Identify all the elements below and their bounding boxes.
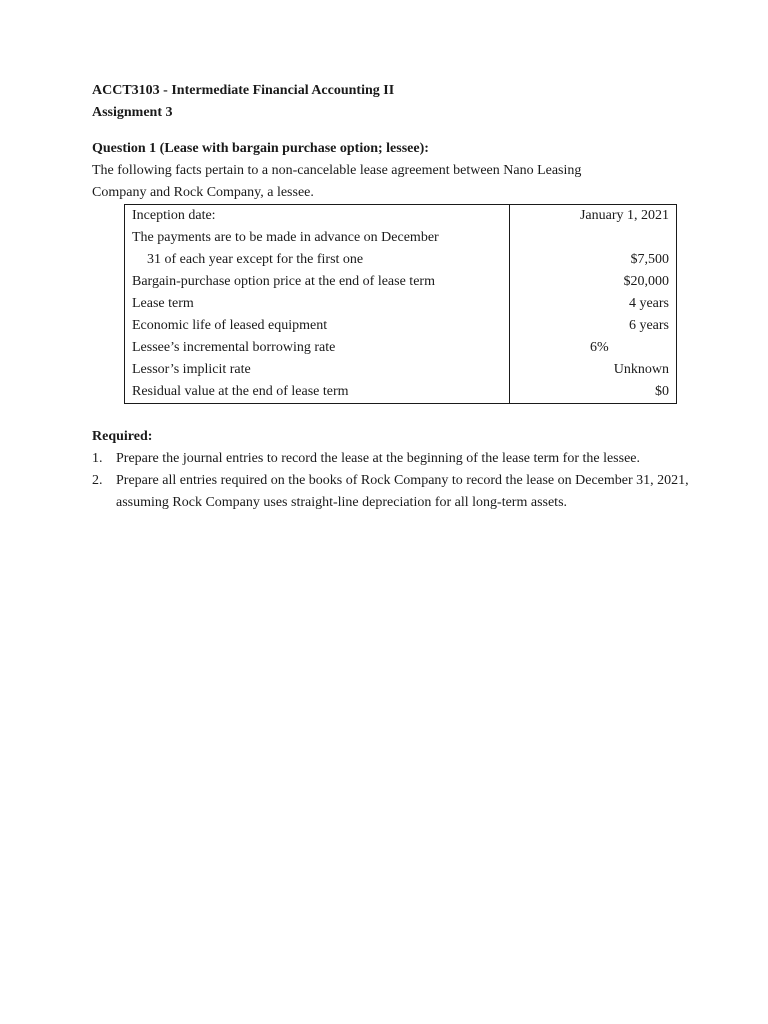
document-page — [92, 80, 702, 514]
assignment-title: Assignment 3 — [92, 105, 173, 120]
fact-label: Inception date: — [125, 205, 510, 228]
fact-label: Economic life of leased equipment — [125, 315, 510, 337]
fact-label: Residual value at the end of lease term — [125, 381, 510, 404]
table-row — [125, 227, 677, 249]
fact-value: 4 years — [510, 293, 677, 315]
fact-label: The payments are to be made in advance on December — [125, 227, 510, 249]
table-row — [125, 337, 677, 359]
fact-value: $0 — [510, 381, 677, 404]
list-item-text: Prepare the journal entries to record the lease at the beginning of the lease term for the lessee. — [116, 451, 641, 466]
table-row — [125, 381, 677, 404]
fact-value: Unknown — [510, 359, 677, 381]
list-item-text: Prepare all entries required on the books of Rock Company to record the lease on December 31, 2021, assuming Rock Company uses straight-line depreciation for all long-term assets. — [116, 473, 689, 510]
list-item — [92, 448, 702, 470]
question-intro-line2: Company and Rock Company, a lessee. — [92, 185, 314, 200]
fact-value: 6% — [510, 337, 677, 359]
fact-label: Bargain-purchase option price at the end of lease term — [125, 271, 510, 293]
question-title: Question 1 (Lease with bargain purchase option; lessee): — [92, 141, 429, 156]
fact-value — [510, 227, 677, 249]
fact-label: Lessee’s incremental borrowing rate — [125, 337, 510, 359]
fact-value: 6 years — [510, 315, 677, 337]
table-row — [125, 293, 677, 315]
fact-value: $7,500 — [510, 249, 677, 271]
table-row — [125, 359, 677, 381]
table-row — [125, 271, 677, 293]
lease-facts-table — [124, 204, 677, 404]
question-intro — [92, 160, 637, 204]
required-heading: Required: — [92, 429, 153, 444]
list-item — [92, 470, 702, 514]
fact-label: 31 of each year except for the first one — [125, 249, 510, 271]
list-item-number: 2. — [92, 473, 103, 488]
question-intro-line1: The following facts pertain to a non-cancelable lease agreement between Nano Leasing — [92, 163, 582, 178]
table-row — [125, 249, 677, 271]
list-item-number: 1. — [92, 451, 103, 466]
table-row — [125, 205, 677, 228]
fact-label: Lease term — [125, 293, 510, 315]
fact-value: $20,000 — [510, 271, 677, 293]
course-title: ACCT3103 - Intermediate Financial Accounting II — [92, 83, 395, 98]
table-row — [125, 315, 677, 337]
fact-label: Lessor’s implicit rate — [125, 359, 510, 381]
required-list — [92, 448, 702, 514]
fact-value: January 1, 2021 — [510, 205, 677, 228]
